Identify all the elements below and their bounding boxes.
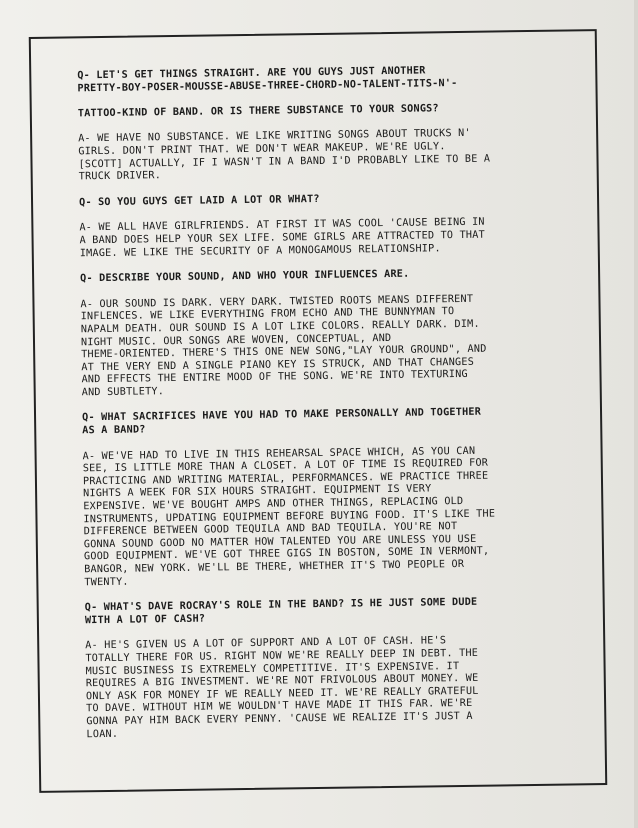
answer-1 [78,127,587,184]
answer-line: TWENTY. [84,576,129,588]
answer-line: A BAND DOES HELP YOUR SEX LIFE. SOME GIRLS ARE ATTRACTED TO THAT [79,229,485,247]
answer-4 [83,444,593,590]
question-line: Q- WHAT SACRIFICES HAVE YOU HAD TO MAKE PERSONALLY AND TOGETHER [82,407,482,424]
question-line: WITH A LOT OF CASH? [84,613,206,627]
question-1 [77,63,586,120]
question-4 [82,406,590,438]
question-line: Q- SO YOU GUYS GET LAID A LOT OR WHAT? [78,193,320,209]
question-line: PRETTY-BOY-POSER-MOUSSE-ABUSE-THREE-CHORD-NO-TALENT-TITS-N'- [77,77,458,94]
answer-line: TOTALLY THERE FOR US. RIGHT NOW WE'RE REALLY DEEP IN DEBT. THE [85,647,479,665]
answer-line: NIGHTS A WEEK FOR SIX HOURS STRAIGHT. EQUIPMENT IS VERY [83,483,432,500]
answer-line: AND SUBTLETY. [81,386,165,399]
answer-line: TRUCK DRIVER. [78,170,162,183]
question-line: TATTOO-KIND OF BAND. OR IS THERE SUBSTANCE TO YOUR SONGS? [77,103,439,120]
answer-line: GONNA PAY HIM BACK EVERY PENNY. 'CAUSE WE REALIZE IT'S JUST A [86,710,473,728]
answer-line: REQUIRES A BIG INVESTMENT. WE'RE NOT FRIVOLOUS ABOUT MONEY. WE [85,672,479,690]
page-edge-shadow [634,0,638,828]
answer-line: TO DAVE. WITHOUT HIM WE WOULDN'T HAVE MADE IT THIS FAR. WE'RE [86,698,473,715]
question-2 [79,190,587,210]
answer-line: GOOD EQUIPMENT. WE'VE GOT THREE GIGS IN BOSTON, SOME IN VERMONT, [83,546,490,563]
answer-line: NIGHT MUSIC. OUR SONGS ARE WOVEN, CONCEPTUAL, AND [80,332,392,348]
question-line: AS A BAND? [82,424,146,437]
answer-5 [85,634,594,742]
answer-line: THEME-ORIENTED. THERE'S THIS ONE NEW SONG,"LAY YOUR GROUND", AND [81,343,487,361]
question-3 [80,266,588,286]
question-5 [85,595,593,627]
answer-line: GONNA SOUND GOOD NO MATTER HOW TALENTED YOU ARE UNLESS YOU USE [83,533,477,551]
answer-line: BANGOR, NEW YORK. WE'LL BE THERE, WHETHER IT'S TWO PEOPLE OR [84,558,465,576]
answer-line: GIRLS. DON'T PRINT THAT. WE DON'T WEAR MAKEUP. WE'RE UGLY. [78,141,446,158]
answer-line: AT THE VERY END A SINGLE PIANO KEY IS STRUCK, AND THAT CHANGES [81,356,475,373]
interview-text [77,63,595,754]
answer-line: AND EFFECTS THE ENTIRE MOOD OF THE SONG. WE'RE INTO TEXTURING [81,369,468,386]
answer-2 [79,216,587,261]
question-line: Q- DESCRIBE YOUR SOUND, AND WHO YOUR INFLUENCES ARE. [80,268,410,285]
answer-line: PRACTICING AND WRITING MATERIAL, PERFORMANCES. WE PRACTICE THREE [82,470,489,488]
answer-line: LOAN. [86,728,119,740]
answer-line: A- WE'VE HAD TO LIVE IN THIS REHEARSAL SPACE WHICH, AS YOU CAN [82,445,476,462]
answer-line: IMAGE. WE LIKE THE SECURITY OF A MONOGAMOUS RELATIONSHIP. [79,242,441,259]
answer-line: MUSIC BUSINESS IS EXTREMELY COMPETITIVE. IT'S EXPENSIVE. IT [85,660,460,677]
answer-line: EXPENSIVE. WE'VE BOUGHT AMPS AND OTHER THINGS, REPLACING OLD [83,496,464,513]
answer-line: INFLENCES. WE LIKE EVERYTHING FROM ECHO AND THE BUNNYMAN TO [80,306,455,323]
answer-line: [SCOTT] ACTUALLY, IF I WASN'T IN A BAND I'D PROBABLY LIKE TO BE A [78,153,491,170]
answer-line: INSTRUMENTS, UPDATING EQUIPMENT BEFORE BUYING FOOD. IT'S LIKE THE [83,508,496,525]
answer-line: NAPALM DEATH. OUR SOUND IS A LOT LIKE COLORS. REALLY DARK. DIM. [80,318,480,336]
answer-line: SEE, IS LITTLE MORE THAN A CLOSET. A LOT OF TIME IS REQUIRED FOR [82,457,489,475]
answer-line: ONLY ASK FOR MONEY IF WE REALLY NEED IT. WE'RE REALLY GRATEFUL [85,685,479,703]
question-line: Q- LET'S GET THINGS STRAIGHT. ARE YOU GUYS JUST ANOTHER [77,65,426,82]
answer-line: DIFFERENCE BETWEEN GOOD TEQUILA AND BAD TEQUILA. YOU'RE NOT [83,521,458,538]
answer-line: A- HE'S GIVEN US A LOT OF SUPPORT AND A LOT OF CASH. HE'S [85,635,447,652]
answer-line: A- WE ALL HAVE GIRLFRIENDS. AT FIRST IT WAS COOL 'CAUSE BEING IN [79,216,485,234]
text-frame [29,29,608,793]
answer-3 [80,292,589,400]
answer-line: A- OUR SOUND IS DARK. VERY DARK. TWISTED ROOTS MEANS DIFFERENT [80,293,474,311]
question-line: Q- WHAT'S DAVE ROCRAY'S ROLE IN THE BAND? IS HE JUST SOME DUDE [84,596,478,614]
answer-line: A- WE HAVE NO SUBSTANCE. WE LIKE WRITING SONGS ABOUT TRUCKS N' [78,128,471,145]
